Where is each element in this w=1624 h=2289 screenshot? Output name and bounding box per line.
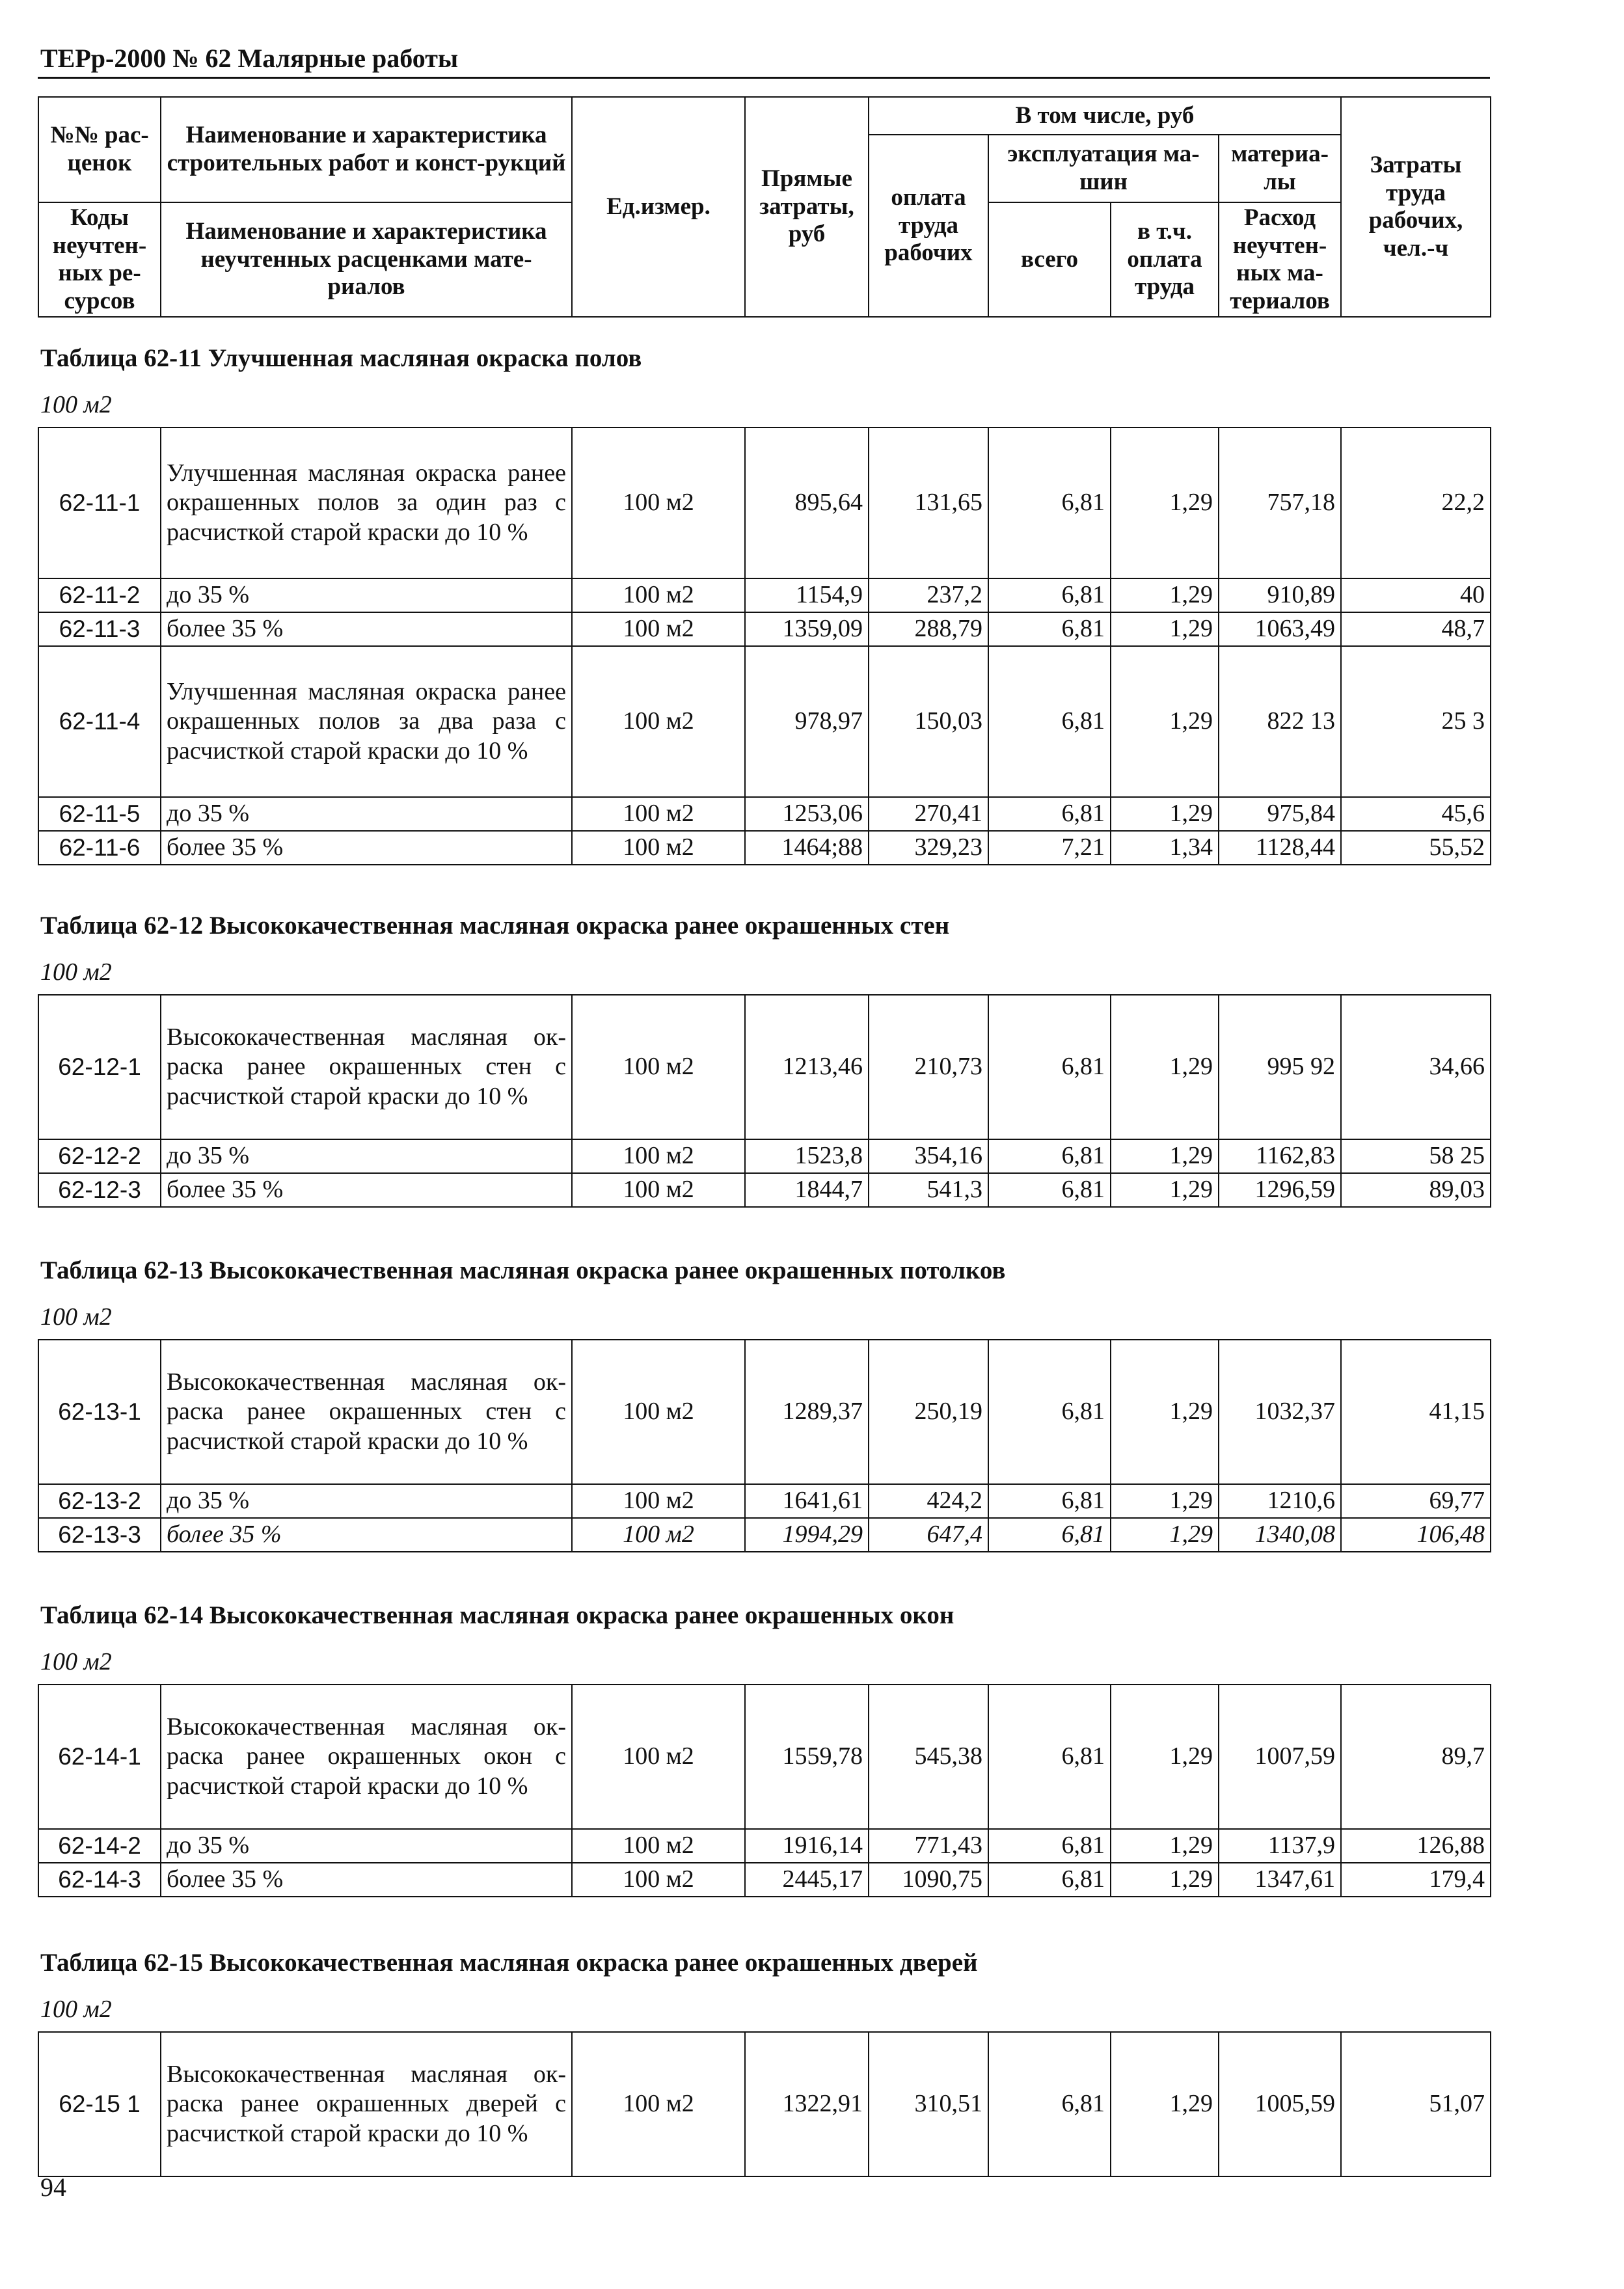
unit-cell: 100 м2 — [572, 427, 745, 578]
materials-cell: 1032,37 — [1219, 1340, 1341, 1484]
wages-cell: 771,43 — [869, 1829, 988, 1863]
work-description: более 35 % — [161, 831, 572, 865]
table-row — [38, 1685, 1491, 1829]
wages-cell: 424,2 — [869, 1484, 988, 1518]
machine-wages-cell: 1,29 — [1111, 646, 1219, 797]
work-description: Высококачественная масляная ок-раска ранее окрашенных стен с расчисткой старой краски до 10 % — [161, 1340, 572, 1484]
table-title: Таблица 62-15 Высококачественная масляная окраска ранее окрашенных дверей — [40, 1949, 978, 1977]
machines-cell: 6,81 — [988, 646, 1111, 797]
direct-cost-cell: 2445,17 — [745, 1863, 869, 1897]
unit-label: 100 м2 — [40, 958, 112, 986]
rate-code: 62-14-1 — [38, 1685, 161, 1829]
machines-cell: 6,81 — [988, 578, 1111, 612]
machine-wages-cell: 1,29 — [1111, 797, 1219, 831]
labor-cell: 41,15 — [1341, 1340, 1491, 1484]
direct-cost-cell: 1322,91 — [745, 2032, 869, 2176]
rate-code: 62-15 1 — [38, 2032, 161, 2176]
unit-cell: 100 м2 — [572, 831, 745, 865]
labor-cell: 89,7 — [1341, 1685, 1491, 1829]
labor-cell: 34,66 — [1341, 995, 1491, 1139]
rates-table — [38, 1684, 1491, 1897]
wages-cell: 329,23 — [869, 831, 988, 865]
materials-cell: 1005,59 — [1219, 2032, 1341, 2176]
materials-cell: 1007,59 — [1219, 1685, 1341, 1829]
machine-wages-cell: 1,29 — [1111, 1484, 1219, 1518]
table-row — [38, 1829, 1491, 1863]
running-header: ТЕРр-2000 № 62 Малярные работы — [40, 44, 459, 73]
machine-wages-cell: 1,29 — [1111, 612, 1219, 646]
rate-code: 62-12-3 — [38, 1173, 161, 1207]
materials-cell: 1340,08 — [1219, 1518, 1341, 1552]
machine-wages-cell: 1,29 — [1111, 578, 1219, 612]
col-code-top: №№ рас-ценок — [38, 97, 161, 202]
direct-cost-cell: 1559,78 — [745, 1685, 869, 1829]
unit-cell: 100 м2 — [572, 1863, 745, 1897]
unit-cell: 100 м2 — [572, 1484, 745, 1518]
machine-wages-cell: 1,34 — [1111, 831, 1219, 865]
table-row — [38, 1484, 1491, 1518]
unit-cell: 100 м2 — [572, 797, 745, 831]
table-row — [38, 2032, 1491, 2176]
work-description: до 35 % — [161, 578, 572, 612]
work-description: до 35 % — [161, 797, 572, 831]
unit-label: 100 м2 — [40, 1303, 112, 1331]
wages-cell: 1090,75 — [869, 1863, 988, 1897]
table-title: Таблица 62-13 Высококачественная масляная окраска ранее окрашенных потолков — [40, 1256, 1006, 1284]
col-machines-group: эксплуатация ма-шин — [988, 135, 1219, 202]
materials-cell: 995 92 — [1219, 995, 1341, 1139]
machine-wages-cell: 1,29 — [1111, 1340, 1219, 1484]
table-row — [38, 995, 1491, 1139]
direct-cost-cell: 1844,7 — [745, 1173, 869, 1207]
materials-cell: 1063,49 — [1219, 612, 1341, 646]
header-rule — [38, 77, 1490, 79]
work-description: более 35 % — [161, 1173, 572, 1207]
rate-code: 62-13-1 — [38, 1340, 161, 1484]
col-materials-unaccounted: Расход неучтен-ных ма-териалов — [1219, 202, 1341, 317]
unit-label: 100 м2 — [40, 1996, 112, 2023]
labor-cell: 69,77 — [1341, 1484, 1491, 1518]
machine-wages-cell: 1,29 — [1111, 2032, 1219, 2176]
wages-cell: 250,19 — [869, 1340, 988, 1484]
machines-cell: 7,21 — [988, 831, 1111, 865]
machines-cell: 6,81 — [988, 1863, 1111, 1897]
work-description: Высококачественная масляная ок-раска ранее окрашенных дверей с расчисткой старой краски до 10 % — [161, 2032, 572, 2176]
unit-cell: 100 м2 — [572, 1518, 745, 1552]
direct-cost-cell: 1154,9 — [745, 578, 869, 612]
direct-cost-cell: 1289,37 — [745, 1340, 869, 1484]
column-header-table — [38, 96, 1491, 318]
work-description: Улучшенная масляная окраска ранее окрашенных полов за один раз с расчисткой старой краски до 10 % — [161, 427, 572, 578]
work-description: более 35 % — [161, 612, 572, 646]
unit-cell: 100 м2 — [572, 578, 745, 612]
machines-cell: 6,81 — [988, 797, 1111, 831]
unit-cell: 100 м2 — [572, 1340, 745, 1484]
materials-cell: 1347,61 — [1219, 1863, 1341, 1897]
col-name-top: Наименование и характеристика строительных работ и конст-рукций — [161, 97, 572, 202]
col-materials: материа-лы — [1219, 135, 1341, 202]
labor-cell: 51,07 — [1341, 2032, 1491, 2176]
table-row — [38, 1173, 1491, 1207]
wages-cell: 647,4 — [869, 1518, 988, 1552]
col-code-bottom: Коды неучтен-ных ре-сурсов — [38, 202, 161, 317]
col-including-group: В том числе, руб — [869, 97, 1341, 135]
machine-wages-cell: 1,29 — [1111, 1139, 1219, 1173]
materials-cell: 757,18 — [1219, 427, 1341, 578]
machines-cell: 6,81 — [988, 995, 1111, 1139]
wages-cell: 237,2 — [869, 578, 988, 612]
unit-label: 100 м2 — [40, 391, 112, 418]
col-unit: Ед.измер. — [572, 97, 745, 317]
wages-cell: 210,73 — [869, 995, 988, 1139]
wages-cell: 270,41 — [869, 797, 988, 831]
direct-cost-cell: 1523,8 — [745, 1139, 869, 1173]
direct-cost-cell: 1916,14 — [745, 1829, 869, 1863]
table-row — [38, 578, 1491, 612]
rate-code: 62-11-1 — [38, 427, 161, 578]
materials-cell: 822 13 — [1219, 646, 1341, 797]
labor-cell: 25 3 — [1341, 646, 1491, 797]
wages-cell: 131,65 — [869, 427, 988, 578]
labor-cell: 89,03 — [1341, 1173, 1491, 1207]
direct-cost-cell: 1253,06 — [745, 797, 869, 831]
work-description: Высококачественная масляная ок-раска ранее окрашенных окон с расчисткой старой краски до 10 % — [161, 1685, 572, 1829]
rates-table — [38, 427, 1491, 865]
rate-code: 62-11-6 — [38, 831, 161, 865]
machine-wages-cell: 1,29 — [1111, 1518, 1219, 1552]
table-row — [38, 1863, 1491, 1897]
table-row — [38, 797, 1491, 831]
table-row — [38, 427, 1491, 578]
wages-cell: 354,16 — [869, 1139, 988, 1173]
table-title: Таблица 62-11 Улучшенная масляная окраска полов — [40, 344, 642, 372]
unit-cell: 100 м2 — [572, 1139, 745, 1173]
unit-cell: 100 м2 — [572, 612, 745, 646]
unit-label: 100 м2 — [40, 1648, 112, 1675]
machines-cell: 6,81 — [988, 427, 1111, 578]
machines-cell: 6,81 — [988, 612, 1111, 646]
rate-code: 62-13-3 — [38, 1518, 161, 1552]
work-description: до 35 % — [161, 1484, 572, 1518]
work-description: более 35 % — [161, 1863, 572, 1897]
unit-cell: 100 м2 — [572, 2032, 745, 2176]
table-title: Таблица 62-14 Высококачественная масляная окраска ранее окрашенных окон — [40, 1601, 954, 1629]
work-description: более 35 % — [161, 1518, 572, 1552]
table-row — [38, 646, 1491, 797]
labor-cell: 179,4 — [1341, 1863, 1491, 1897]
col-direct-costs: Прямые затраты, руб — [745, 97, 869, 317]
machine-wages-cell: 1,29 — [1111, 1829, 1219, 1863]
rates-table — [38, 994, 1491, 1208]
machine-wages-cell: 1,29 — [1111, 995, 1219, 1139]
wages-cell: 541,3 — [869, 1173, 988, 1207]
rate-code: 62-11-3 — [38, 612, 161, 646]
direct-cost-cell: 1994,29 — [745, 1518, 869, 1552]
page-number: 94 — [40, 2173, 66, 2202]
machines-cell: 6,81 — [988, 1173, 1111, 1207]
table-row — [38, 831, 1491, 865]
machines-cell: 6,81 — [988, 1139, 1111, 1173]
work-description: до 35 % — [161, 1829, 572, 1863]
labor-cell: 45,6 — [1341, 797, 1491, 831]
machines-cell: 6,81 — [988, 1685, 1111, 1829]
col-labor: Затраты труда рабочих, чел.-ч — [1341, 97, 1491, 317]
machines-cell: 6,81 — [988, 1484, 1111, 1518]
rate-code: 62-13-2 — [38, 1484, 161, 1518]
rate-code: 62-11-5 — [38, 797, 161, 831]
rate-code: 62-11-2 — [38, 578, 161, 612]
materials-cell: 975,84 — [1219, 797, 1341, 831]
col-machines-total: всего — [988, 202, 1111, 317]
direct-cost-cell: 895,64 — [745, 427, 869, 578]
labor-cell: 126,88 — [1341, 1829, 1491, 1863]
rate-code: 62-12-1 — [38, 995, 161, 1139]
rate-code: 62-14-2 — [38, 1829, 161, 1863]
work-description: до 35 % — [161, 1139, 572, 1173]
unit-cell: 100 м2 — [572, 1173, 745, 1207]
wages-cell: 150,03 — [869, 646, 988, 797]
labor-cell: 40 — [1341, 578, 1491, 612]
table-title: Таблица 62-12 Высококачественная масляная окраска ранее окрашенных стен — [40, 912, 950, 940]
machines-cell: 6,81 — [988, 1518, 1111, 1552]
materials-cell: 910,89 — [1219, 578, 1341, 612]
col-machines-wages: в т.ч. оплата труда — [1111, 202, 1219, 317]
rates-table — [38, 2031, 1491, 2177]
wages-cell: 310,51 — [869, 2032, 988, 2176]
materials-cell: 1128,44 — [1219, 831, 1341, 865]
materials-cell: 1210,6 — [1219, 1484, 1341, 1518]
machine-wages-cell: 1,29 — [1111, 1863, 1219, 1897]
machines-cell: 6,81 — [988, 1340, 1111, 1484]
work-description: Улучшенная масляная окраска ранее окрашенных полов за два раза с расчисткой старой краски до 10 % — [161, 646, 572, 797]
machine-wages-cell: 1,29 — [1111, 427, 1219, 578]
unit-cell: 100 м2 — [572, 1829, 745, 1863]
labor-cell: 58 25 — [1341, 1139, 1491, 1173]
machine-wages-cell: 1,29 — [1111, 1685, 1219, 1829]
rate-code: 62-14-3 — [38, 1863, 161, 1897]
labor-cell: 48,7 — [1341, 612, 1491, 646]
unit-cell: 100 м2 — [572, 995, 745, 1139]
materials-cell: 1137,9 — [1219, 1829, 1341, 1863]
direct-cost-cell: 1359,09 — [745, 612, 869, 646]
wages-cell: 288,79 — [869, 612, 988, 646]
col-name-bottom: Наименование и характеристика неучтенных расценками мате-риалов — [161, 202, 572, 317]
labor-cell: 55,52 — [1341, 831, 1491, 865]
machines-cell: 6,81 — [988, 2032, 1111, 2176]
direct-cost-cell: 1213,46 — [745, 995, 869, 1139]
materials-cell: 1162,83 — [1219, 1139, 1341, 1173]
table-row — [38, 1139, 1491, 1173]
machine-wages-cell: 1,29 — [1111, 1173, 1219, 1207]
direct-cost-cell: 1464;88 — [745, 831, 869, 865]
direct-cost-cell: 1641,61 — [745, 1484, 869, 1518]
labor-cell: 22,2 — [1341, 427, 1491, 578]
materials-cell: 1296,59 — [1219, 1173, 1341, 1207]
work-description: Высококачественная масляная ок-раска ранее окрашенных стен с расчисткой старой краски до 10 % — [161, 995, 572, 1139]
table-row — [38, 1518, 1491, 1552]
table-row — [38, 612, 1491, 646]
rate-code: 62-12-2 — [38, 1139, 161, 1173]
machines-cell: 6,81 — [988, 1829, 1111, 1863]
rate-code: 62-11-4 — [38, 646, 161, 797]
unit-cell: 100 м2 — [572, 646, 745, 797]
labor-cell: 106,48 — [1341, 1518, 1491, 1552]
table-row — [38, 1340, 1491, 1484]
wages-cell: 545,38 — [869, 1685, 988, 1829]
rates-table — [38, 1339, 1491, 1552]
unit-cell: 100 м2 — [572, 1685, 745, 1829]
direct-cost-cell: 978,97 — [745, 646, 869, 797]
col-wages: оплата труда рабочих — [869, 135, 988, 317]
